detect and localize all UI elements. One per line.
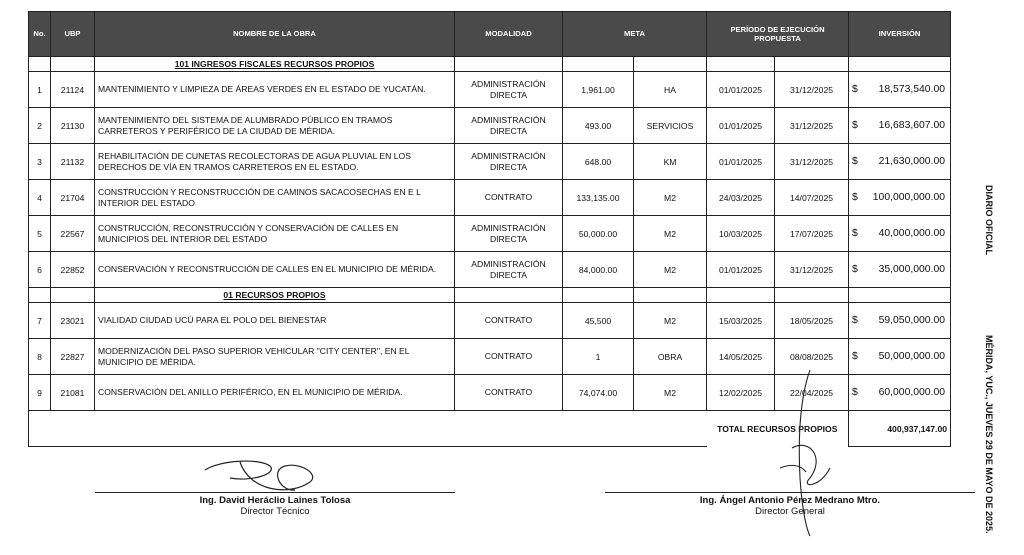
currency-amount: 40,000,000.00 — [878, 228, 946, 239]
section-blank-no — [29, 288, 51, 303]
currency-amount: 16,683,607.00 — [878, 120, 946, 131]
row-nombre: VIALIDAD CIUDAD UCÚ PARA EL POLO DEL BIENESTAR — [95, 303, 455, 339]
currency-amount: 60,000,000.00 — [878, 387, 946, 398]
section-title: 01 RECURSOS PROPIOS — [95, 288, 455, 303]
section-blank-ubp — [51, 288, 95, 303]
currency-symbol: $ — [852, 156, 858, 167]
row-inicio: 01/01/2025 — [707, 252, 775, 288]
currency-cell — [852, 351, 947, 362]
currency-cell — [852, 315, 947, 326]
row-inversion — [849, 144, 951, 180]
section-blank-cell — [775, 57, 849, 72]
table-body — [29, 57, 951, 411]
currency-amount: 100,000,000.00 — [872, 192, 946, 203]
currency-symbol: $ — [852, 228, 858, 239]
row-nombre: REHABILITACIÓN DE CUNETAS RECOLECTORAS DE AGUA PLUVIAL EN LOS DERECHOS DE VÍA EN TRAMOS CARRETEROS EN EL ESTADO. — [95, 144, 455, 180]
section-blank-cell — [563, 57, 634, 72]
header-meta: META — [563, 12, 707, 57]
row-meta-cantidad: 1 — [563, 339, 634, 375]
header-inversion: INVERSIÓN — [849, 12, 951, 57]
row-meta-cantidad: 493.00 — [563, 108, 634, 144]
currency-symbol: $ — [852, 315, 858, 326]
row-meta-unidad: HA — [634, 72, 707, 108]
signature-left-line — [95, 492, 455, 493]
row-ubp: 21704 — [51, 180, 95, 216]
header-row — [29, 12, 951, 57]
signature-left-name: Ing. David Heráclio Laines Tolosa — [199, 495, 351, 506]
signature-right-name: Ing. Ángel Antonio Pérez Medrano Mtro. — [699, 495, 881, 506]
row-ubp: 21132 — [51, 144, 95, 180]
row-no: 2 — [29, 108, 51, 144]
row-meta-unidad: M2 — [634, 180, 707, 216]
section-blank-cell — [455, 57, 563, 72]
row-ubp: 21081 — [51, 375, 95, 411]
row-ubp: 22567 — [51, 216, 95, 252]
header-modalidad: MODALIDAD — [455, 12, 563, 57]
row-meta-cantidad: 648.00 — [563, 144, 634, 180]
row-inicio: 10/03/2025 — [707, 216, 775, 252]
currency-amount: 21,630,000.00 — [878, 156, 946, 167]
row-meta-cantidad: 74,074.00 — [563, 375, 634, 411]
row-inversion — [849, 375, 951, 411]
row-fin: 14/07/2025 — [775, 180, 849, 216]
row-modalidad: CONTRATO — [455, 180, 563, 216]
row-inicio: 24/03/2025 — [707, 180, 775, 216]
row-nombre: CONSERVACIÓN Y RECONSTRUCCIÓN DE CALLES EN EL MUNICIPIO DE MÉRIDA. — [95, 252, 455, 288]
row-modalidad: CONTRATO — [455, 375, 563, 411]
row-ubp: 22827 — [51, 339, 95, 375]
section-blank-cell — [849, 288, 951, 303]
section-title: 101 INGRESOS FISCALES RECURSOS PROPIOS — [95, 57, 455, 72]
row-inicio: 01/01/2025 — [707, 144, 775, 180]
row-inicio: 01/01/2025 — [707, 72, 775, 108]
section-blank-cell — [707, 57, 775, 72]
currency-cell — [852, 387, 947, 398]
table-row — [29, 303, 951, 339]
table-row — [29, 252, 951, 288]
currency-amount: 35,000,000.00 — [878, 264, 946, 275]
currency-cell — [852, 192, 947, 203]
row-meta-cantidad: 50,000.00 — [563, 216, 634, 252]
row-meta-unidad: KM — [634, 144, 707, 180]
row-meta-unidad: M2 — [634, 375, 707, 411]
row-inversion — [849, 303, 951, 339]
row-inversion — [849, 252, 951, 288]
row-fin: 17/07/2025 — [775, 216, 849, 252]
row-modalidad: CONTRATO — [455, 339, 563, 375]
row-fin: 18/05/2025 — [775, 303, 849, 339]
header-nombre: NOMBRE DE LA OBRA — [95, 12, 455, 57]
row-no: 1 — [29, 72, 51, 108]
currency-symbol: $ — [852, 351, 858, 362]
row-nombre: CONSERVACIÓN DEL ANILLO PERIFÉRICO, EN EL MUNICIPIO DE MÉRIDA. — [95, 375, 455, 411]
row-meta-cantidad: 45,500 — [563, 303, 634, 339]
currency-symbol: $ — [852, 84, 858, 95]
currency-symbol: $ — [852, 264, 858, 275]
section-blank-cell — [849, 57, 951, 72]
section-row — [29, 288, 951, 303]
row-ubp: 21130 — [51, 108, 95, 144]
row-ubp: 21124 — [51, 72, 95, 108]
currency-symbol: $ — [852, 387, 858, 398]
side-publication: DIARIO OFICIAL — [984, 185, 994, 255]
table-row — [29, 180, 951, 216]
currency-cell — [852, 120, 947, 131]
row-meta-unidad: M2 — [634, 252, 707, 288]
header-ubp: UBP — [51, 12, 95, 57]
table-row — [29, 216, 951, 252]
table-row — [29, 108, 951, 144]
row-meta-unidad: SERVICIOS — [634, 108, 707, 144]
currency-cell — [852, 228, 947, 239]
row-nombre: MANTENIMIENTO Y LIMPIEZA DE ÁREAS VERDES EN EL ESTADO DE YUCATÁN. — [95, 72, 455, 108]
total-label: TOTAL RECURSOS PROPIOS — [717, 423, 838, 434]
row-meta-unidad: OBRA — [634, 339, 707, 375]
row-no: 6 — [29, 252, 51, 288]
row-meta-cantidad: 133,135.00 — [563, 180, 634, 216]
currency-cell — [852, 264, 947, 275]
row-inicio: 15/03/2025 — [707, 303, 775, 339]
currency-amount: 59,050,000.00 — [878, 315, 946, 326]
section-blank-cell — [455, 288, 563, 303]
row-fin: 31/12/2025 — [775, 144, 849, 180]
row-inversion — [849, 216, 951, 252]
total-spacer — [29, 411, 707, 447]
currency-symbol: $ — [852, 120, 858, 131]
row-inicio: 01/01/2025 — [707, 108, 775, 144]
row-modalidad: ADMINISTRACIÓN DIRECTA — [455, 252, 563, 288]
row-inicio: 14/05/2025 — [707, 339, 775, 375]
currency-cell — [852, 84, 947, 95]
section-row — [29, 57, 951, 72]
row-no: 9 — [29, 375, 51, 411]
row-fin: 31/12/2025 — [775, 108, 849, 144]
row-nombre: CONSTRUCCIÓN Y RECONSTRUCCIÓN DE CAMINOS SACACOSECHAS EN E L INTERIOR DEL ESTADO — [95, 180, 455, 216]
row-fin: 31/12/2025 — [775, 72, 849, 108]
row-meta-unidad: M2 — [634, 303, 707, 339]
currency-symbol: $ — [852, 192, 858, 203]
section-blank-cell — [707, 288, 775, 303]
currency-cell — [852, 156, 947, 167]
section-blank-cell — [634, 288, 707, 303]
row-inversion — [849, 72, 951, 108]
section-blank-cell — [563, 288, 634, 303]
section-blank-ubp — [51, 57, 95, 72]
section-blank-cell — [634, 57, 707, 72]
header-no: No. — [29, 12, 51, 57]
row-meta-cantidad: 1,961.00 — [563, 72, 634, 108]
row-fin: 31/12/2025 — [775, 252, 849, 288]
row-inversion — [849, 180, 951, 216]
signature-right — [605, 495, 975, 517]
currency-amount: 50,000,000.00 — [878, 351, 946, 362]
row-meta-unidad: M2 — [634, 216, 707, 252]
row-no: 3 — [29, 144, 51, 180]
row-no: 4 — [29, 180, 51, 216]
side-dateline: MÉRIDA, YUC., JUEVES 29 DE MAYO DE 2025. — [984, 335, 994, 534]
section-blank-no — [29, 57, 51, 72]
row-modalidad: ADMINISTRACIÓN DIRECTA — [455, 72, 563, 108]
signature-right-title: Director General — [755, 506, 825, 517]
table-row — [29, 144, 951, 180]
row-fin: 08/08/2025 — [775, 339, 849, 375]
row-fin: 22/04/2025 — [775, 375, 849, 411]
row-modalidad: ADMINISTRACIÓN DIRECTA — [455, 216, 563, 252]
row-modalidad: ADMINISTRACIÓN DIRECTA — [455, 144, 563, 180]
row-nombre: MANTENIMIENTO DEL SISTEMA DE ALUMBRADO PÚBLICO EN TRAMOS CARRETEROS Y PERIFÉRICO DE LA CIUDAD DE MÉRIDA. — [95, 108, 455, 144]
signature-left-title: Director Técnico — [240, 506, 310, 517]
row-no: 5 — [29, 216, 51, 252]
header-periodo: PERÍODO DE EJECUCIÓN PROPUESTA — [707, 12, 849, 57]
row-ubp: 23021 — [51, 303, 95, 339]
row-inicio: 12/02/2025 — [707, 375, 775, 411]
section-blank-cell — [775, 288, 849, 303]
row-modalidad: CONTRATO — [455, 303, 563, 339]
total-amount: 400,937,147.00 — [849, 411, 951, 447]
signature-left — [95, 495, 455, 517]
row-nombre: MODERNIZACIÓN DEL PASO SUPERIOR VEHICULAR "CITY CENTER", EN EL MUNICIPIO DE MÉRIDA. — [95, 339, 455, 375]
row-no: 7 — [29, 303, 51, 339]
currency-amount: 18,573,540.00 — [878, 84, 946, 95]
row-inversion — [849, 339, 951, 375]
row-ubp: 22852 — [51, 252, 95, 288]
signature-right-line — [605, 492, 975, 493]
row-inversion — [849, 108, 951, 144]
row-meta-cantidad: 84,000.00 — [563, 252, 634, 288]
row-no: 8 — [29, 339, 51, 375]
row-modalidad: ADMINISTRACIÓN DIRECTA — [455, 108, 563, 144]
table-row — [29, 72, 951, 108]
row-nombre: CONSTRUCCIÓN, RECONSTRUCCIÓN Y CONSERVACIÓN DE CALLES EN MUNICIPIOS DEL INTERIOR DEL ESTADO — [95, 216, 455, 252]
